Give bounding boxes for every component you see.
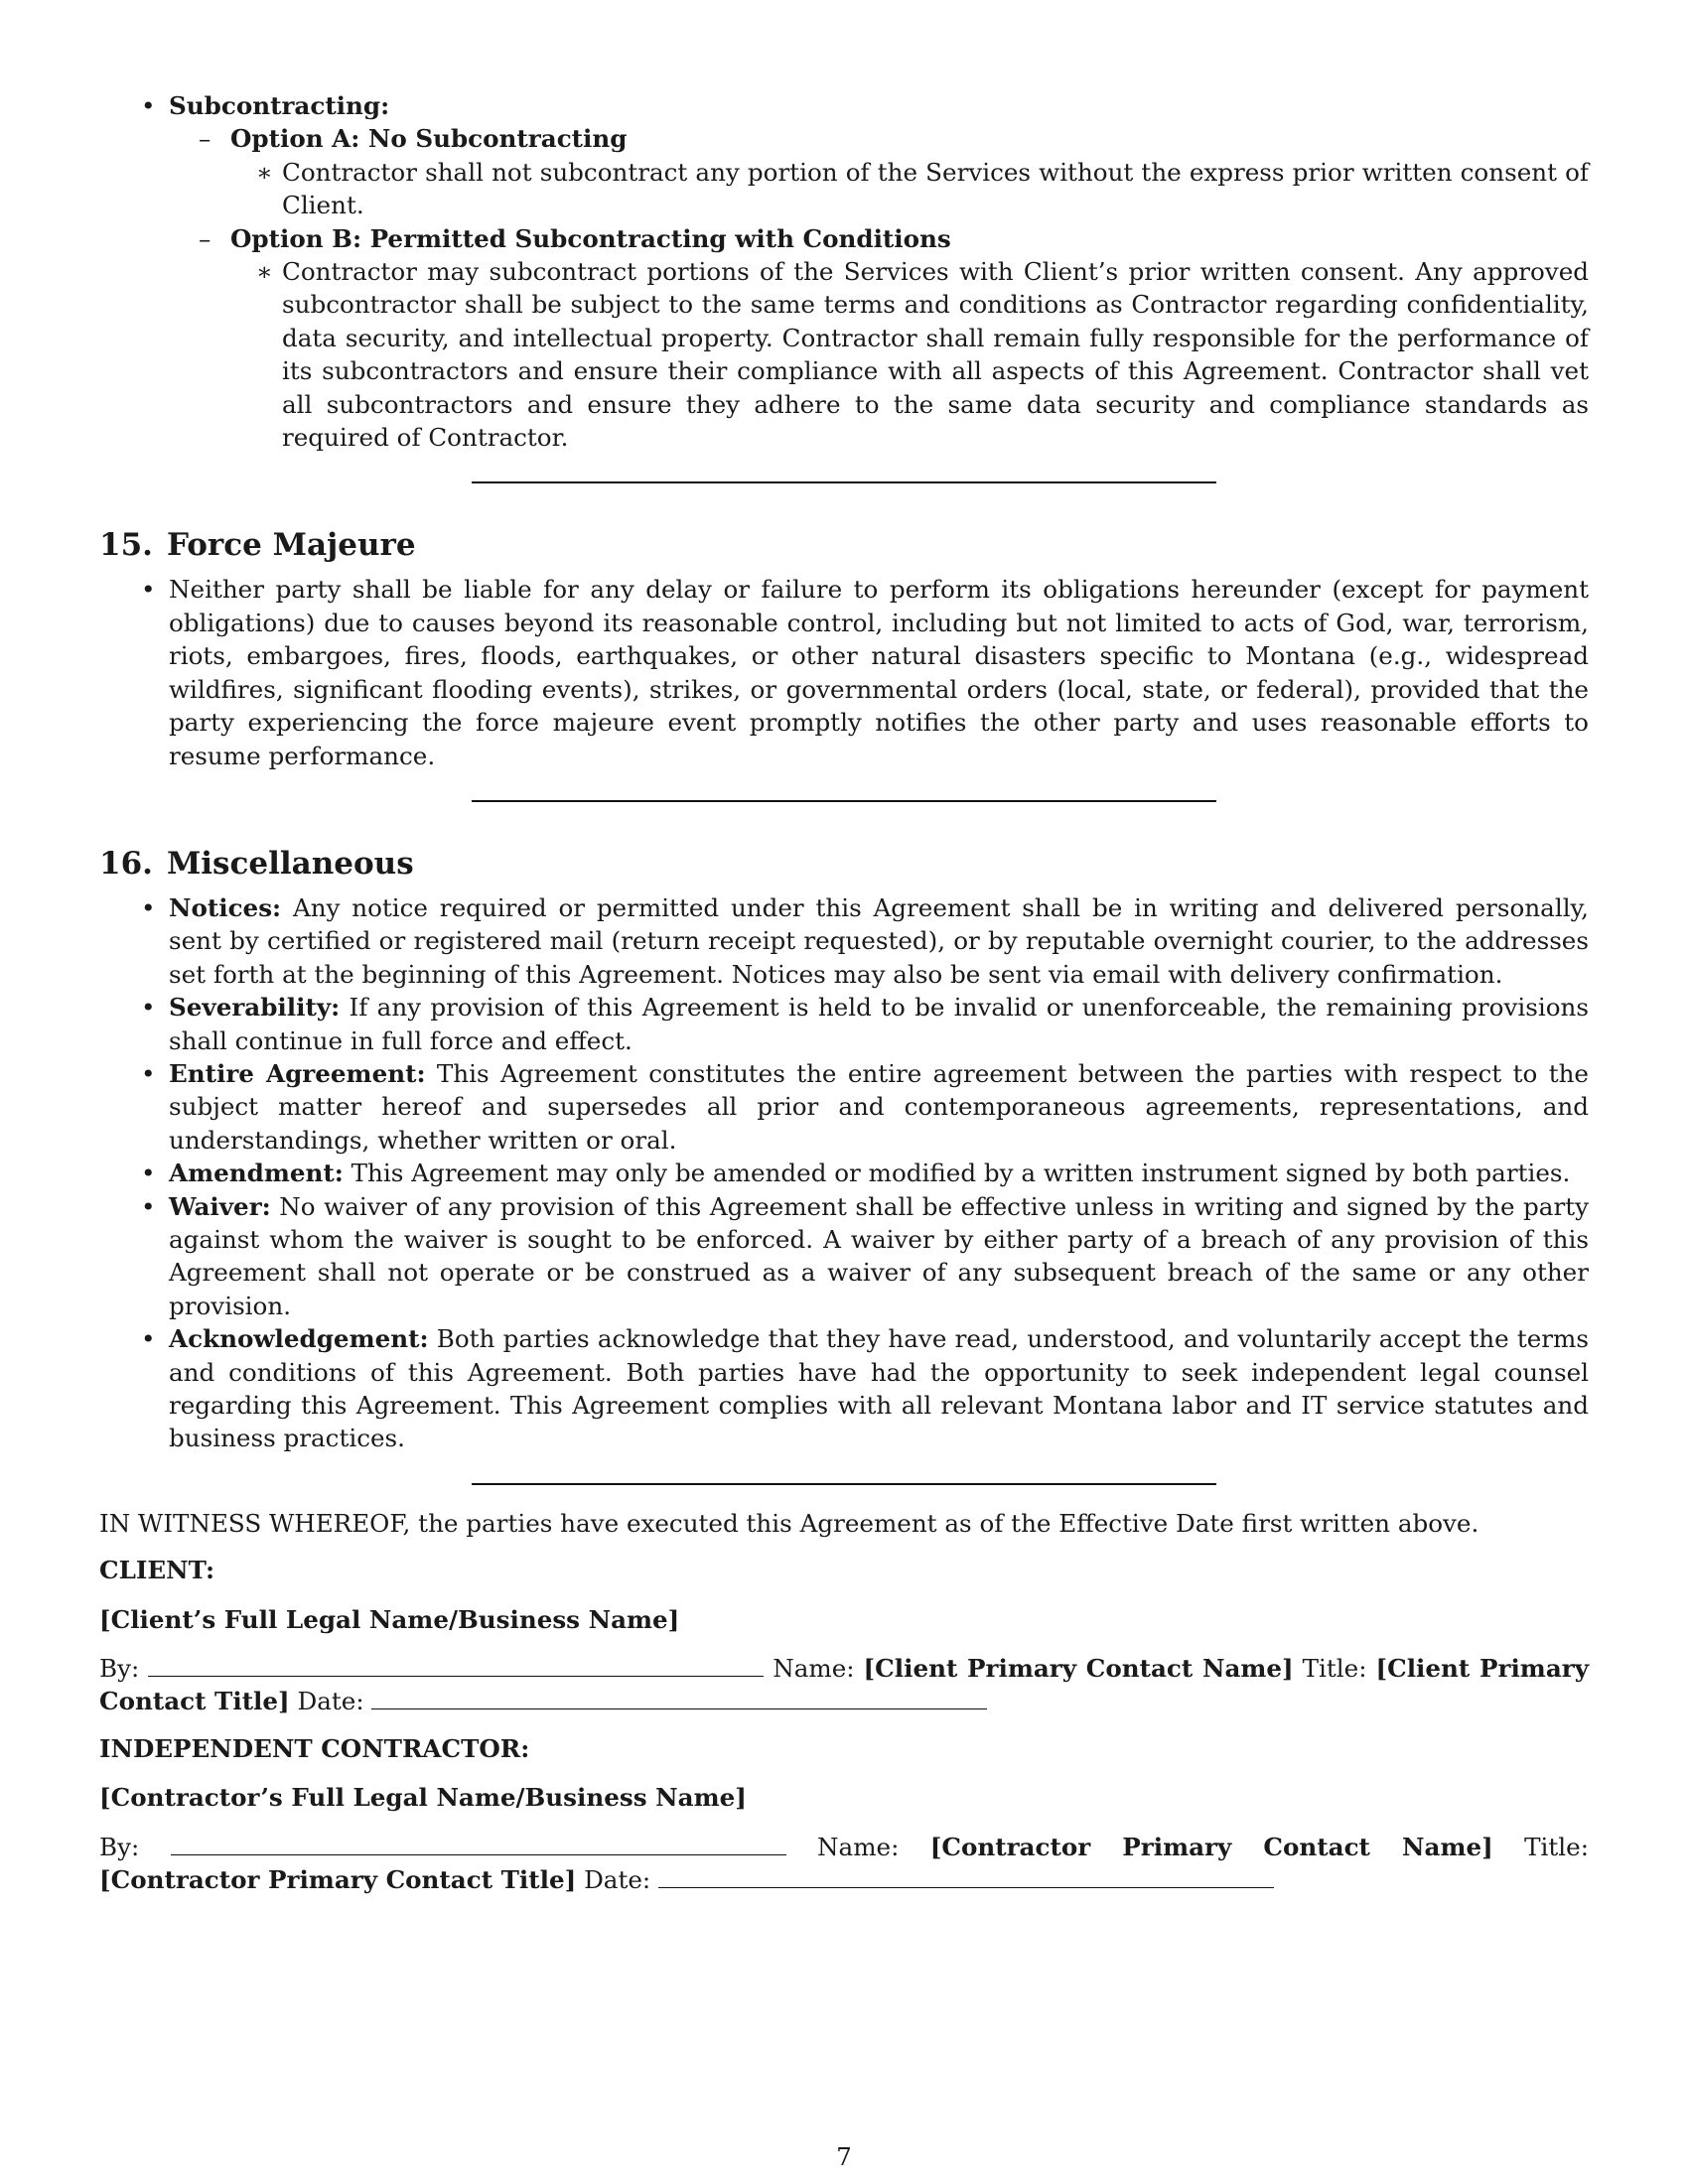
misc-item-text: Both parties acknowledge that they have read, understood, and voluntarily accept the terms and conditions of this Agreement. Both parties have had the opportunity to seek independent legal counsel regarding this Agreement. This Agreement complies with all relevant Montana labor and IT service statutes and business practices. xyxy=(169,1324,1589,1453)
section-16-number: 16. xyxy=(99,845,153,882)
contractor-legal-name: [Contractor’s Full Legal Name/Business Name] xyxy=(99,1783,747,1813)
document-page xyxy=(99,89,1589,1896)
subcontracting-item xyxy=(99,89,1589,454)
subcontracting-label: Subcontracting: xyxy=(169,91,390,120)
client-heading: CLIENT: xyxy=(99,1556,215,1585)
section-15-heading xyxy=(99,525,1589,565)
misc-item-waiver xyxy=(99,1190,1589,1323)
section-divider xyxy=(472,1483,1216,1485)
client-signature-line[interactable] xyxy=(148,1654,764,1677)
misc-item-severability xyxy=(99,991,1589,1057)
misc-item-label: Waiver: xyxy=(169,1191,271,1221)
section-15-title: Force Majeure xyxy=(166,527,416,564)
misc-item-label: Amendment: xyxy=(169,1159,344,1188)
client-name-label: Name: xyxy=(764,1654,864,1684)
contractor-contact-name: [Contractor Primary Contact Name] xyxy=(929,1832,1493,1861)
contractor-date-label: Date: xyxy=(576,1865,659,1895)
misc-item-text: If any provision of this Agreement is held to be invalid or unenforceable, the remaining provisions shall continue in full force and effect. xyxy=(169,993,1589,1055)
client-date-label: Date: xyxy=(289,1687,372,1716)
contractor-signature-block xyxy=(99,1831,1589,1897)
contractor-signature-line[interactable] xyxy=(171,1833,786,1855)
misc-item-text: Any notice required or permitted under this Agreement shall be in writing and delivered personally, sent by certified or registered mail (return receipt requested), or by reputable overnight courier, to the addresses set forth at the beginning of this Agreement. Notices may also be sent via email with delivery confirmation. xyxy=(169,892,1589,989)
option-b-text: ∗ Contractor may subcontract portions of the Services with Client’s prior written consent. Any approved subcontractor shall be subject to the same terms and conditions as Contractor regarding confidentiality, data security, and intellectual property. Contractor shall remain fully responsible for the performance of its subcontractors and ensure their compliance with all aspects of this Agreement. Contractor shall vet all subcontractors and ensure they adhere to the same data security and compliance standards as required of Contractor. xyxy=(230,255,1589,454)
client-contact-name: [Client Primary Contact Name] xyxy=(863,1654,1294,1684)
client-legal-name: [Client’s Full Legal Name/Business Name] xyxy=(99,1604,680,1634)
section-divider xyxy=(472,800,1216,802)
force-majeure-text: • Neither party shall be liable for any delay or failure to perform its obligations hereunder (except for payment obligations) due to causes beyond its reasonable control, including but not limited to acts of God, war, terrorism, riots, embargoes, fires, floods, earthquakes, or other natural disasters specific to Montana (e.g., widespread wildfires, significant flooding events), strikes, or governmental orders (local, state, or federal), provided that the party experiencing the force majeure event promptly notifies the other party and uses reasonable efforts to resume performance. xyxy=(99,573,1589,771)
contractor-title-label: Title: xyxy=(1492,1832,1589,1861)
misc-item-acknowledgement xyxy=(99,1322,1589,1455)
contractor-by-label: By: xyxy=(99,1832,140,1861)
option-b xyxy=(169,222,1589,455)
force-majeure-list xyxy=(99,573,1589,771)
client-signature-block xyxy=(99,1652,1589,1718)
subcontracting-options xyxy=(169,122,1589,454)
contractor-name-label: Name: xyxy=(785,1832,930,1861)
page-number: 7 xyxy=(836,2142,852,2171)
client-title-label: Title: xyxy=(1293,1654,1376,1684)
misc-item-text: This Agreement constitutes the entire agreement between the parties with respect to the subject matter hereof and supersedes all prior and contemporaneous agreements, representations, and understandings, whether written or oral. xyxy=(169,1058,1589,1155)
option-a-text: ∗ Contractor shall not subcontract any portion of the Services without the express prior written consent of Client. xyxy=(230,156,1589,222)
section-15-number: 15. xyxy=(99,527,153,564)
contractor-contact-title: [Contractor Primary Contact Title] xyxy=(99,1865,577,1895)
client-date-line[interactable] xyxy=(371,1687,987,1709)
contractor-date-line[interactable] xyxy=(658,1865,1274,1888)
contractor-heading: INDEPENDENT CONTRACTOR: xyxy=(99,1733,530,1763)
section-divider xyxy=(472,481,1216,483)
misc-item-amendment xyxy=(99,1157,1589,1189)
miscellaneous-list xyxy=(99,891,1589,1455)
misc-item-text: No waiver of any provision of this Agreement shall be effective unless in writing and signed by the party against whom the waiver is sought to be enforced. A waiver by either party of a breach of any provision of this Agreement shall not operate or be construed as a waiver of any subsequent breach of the same or any other provision. xyxy=(169,1191,1589,1320)
misc-item-label: Entire Agreement: xyxy=(169,1058,426,1088)
section-16-heading xyxy=(99,844,1589,884)
misc-item-text: This Agreement may only be amended or modified by a written instrument signed by both parties. xyxy=(343,1159,1571,1188)
section-16-title: Miscellaneous xyxy=(166,845,414,882)
option-a-label: Option A: No Subcontracting xyxy=(230,124,628,154)
misc-item-label: Severability: xyxy=(169,993,341,1023)
misc-item-label: Acknowledgement: xyxy=(169,1324,429,1354)
misc-item-notices xyxy=(99,891,1589,991)
misc-item-entire-agreement xyxy=(99,1057,1589,1157)
client-by-label: By: xyxy=(99,1654,140,1684)
misc-item-label: Notices: xyxy=(169,892,282,922)
option-b-label: Option B: Permitted Subcontracting with Conditions xyxy=(230,223,951,253)
subcontracting-list xyxy=(99,89,1589,454)
option-a xyxy=(169,122,1589,221)
witness-statement: IN WITNESS WHEREOF, the parties have executed this Agreement as of the Effective Date first written above. xyxy=(99,1508,1479,1538)
client-contact-title: [Client Primary Contact Title] xyxy=(99,1654,1589,1716)
